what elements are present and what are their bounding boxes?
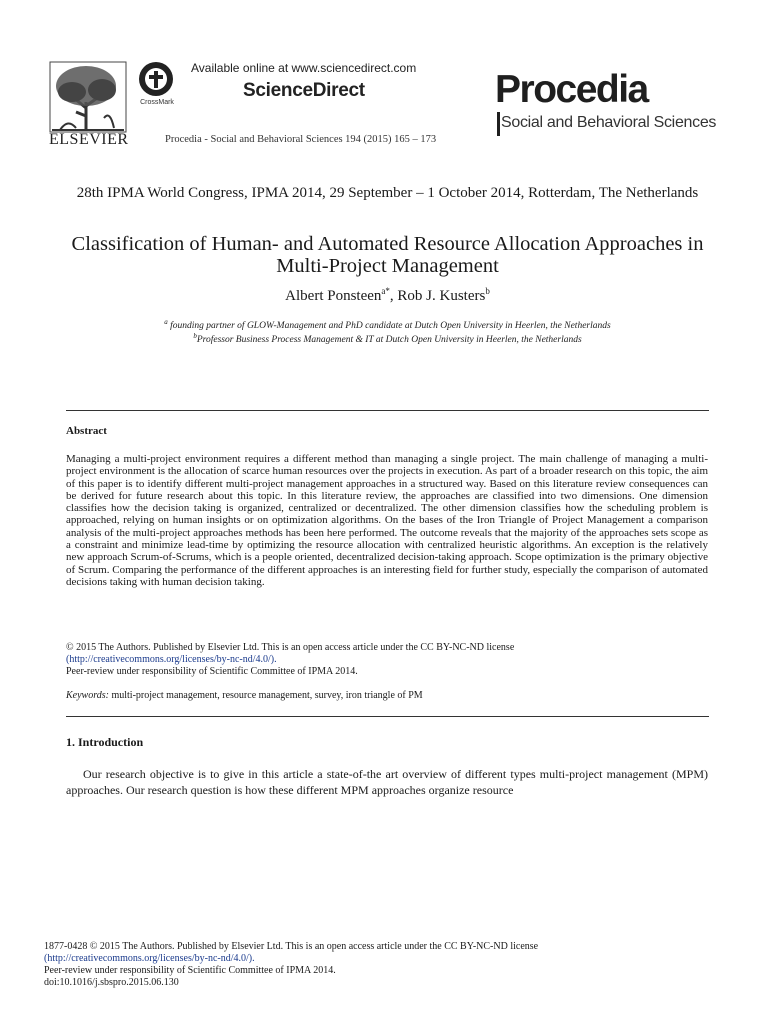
license-line: © 2015 The Authors. Published by Elsevier Ltd. This is an open access article under the CC BY-NC-ND license [66,642,515,653]
abstract-heading: Abstract [66,425,107,437]
publisher-name: ELSEVIER [49,131,129,148]
procedia-logo: Procedia [495,68,648,111]
affiliation-a-marker: a [164,318,168,326]
authors [66,286,709,305]
peer-review-line: Peer-review under responsibility of Scientific Committee of IPMA 2014. [66,666,358,677]
available-online-text: Available online at www.sciencedirect.com [191,61,417,75]
sciencedirect-logo[interactable]: ScienceDirect [243,80,365,101]
affiliation-b-marker: b [193,332,197,340]
affiliation-a [66,318,709,331]
procedia-subtitle: Social and Behavioral Sciences [501,114,717,131]
author-separator: , [389,288,398,304]
page-footer [44,941,724,989]
crossmark-icon[interactable] [137,60,175,98]
footer-doi[interactable]: doi:10.1016/j.sbspro.2015.06.130 [44,977,179,988]
license-link[interactable]: (http://creativecommons.org/licenses/by-nc-nd/4.0/). [66,654,277,665]
conference-line: 28th IPMA World Congress, IPMA 2014, 29 September – 1 October 2014, Rotterdam, The Netherlands [76,185,699,201]
affiliation-b [66,332,709,345]
intro-paragraph: Our research objective is to give in this article a state-of-the art overview of different types multi-project management (MPM) approaches. Our research question is how these different MPM approaches organize resource [66,767,708,797]
abstract-text: Managing a multi-project environment requires a different method than managing a single project. The main challenge of managing a multi-project environment is the allocation of scarce human resources over the projects in execution. As part of a broader research on this topic, the aim of this paper is to identify different multi-project management approaches in a structured way. Based on this literature review consequences can be derived for future research about this topic. In this literature review, the approaches are classified into two dimensions. One dimension classifies how the decision taking is organized, centralized or decentralized. The other dimension classifies how the scheduling problem is approached, relying on human insights or on optimization algorithms. On the bases of the Iron Triangle of Project Management a comparison analysis of the multi-project approaches methods has been here performed. The outcome reveals that the majority of the approaches sets scope as a constraint and minimize lead-time by optimizing the resource allocation with centralized heuristic algorithms. An exception is the relatively new approach Scrum-of-Scrums, which is a people oriented, decentralized decision-taking approach. Scope optimization is the primary objective of Scrum. Comparing the performance of the different approaches is an interesting field for further study, especially the comparison of automated decisions taking with human decision taking. [66,453,708,588]
author-2-marker: b [485,286,490,296]
procedia-divider [497,112,500,136]
footer-license-link[interactable]: (http://creativecommons.org/licenses/by-nc-nd/4.0/). [44,953,255,964]
keywords-line [66,690,423,701]
keywords-list: multi-project management, resource management, survey, iron triangle of PM [108,690,423,701]
footer-license: 1877-0428 © 2015 The Authors. Published by Elsevier Ltd. This is an open access article under the CC BY-NC-ND license [44,941,539,952]
license-block [66,642,708,678]
crossmark-label: CrossMark [140,99,174,106]
abstract-bottom-rule [66,716,709,717]
section-heading: 1. Introduction [66,735,144,749]
author-1: Albert Ponsteen [285,288,382,304]
paper-title: Classification of Human- and Automated Resource Allocation Approaches in Multi-Project Management [71,233,704,277]
keywords-label: Keywords: [66,690,109,701]
author-1-marker: a* [381,286,390,296]
footer-peer-review: Peer-review under responsibility of Scientific Committee of IPMA 2014. [44,965,336,976]
journal-reference: Procedia - Social and Behavioral Sciences 194 (2015) 165 – 173 [165,134,437,145]
abstract-top-rule [66,410,709,411]
author-2: Rob J. Kusters [397,288,486,304]
affiliation-b-text: Professor Business Process Management & IT at Dutch Open University in Heerlen, the Netherlands [196,335,582,346]
affiliation-a-text: founding partner of GLOW-Management and PhD candidate at Dutch Open University in Heerlen, the Netherlands [167,321,611,332]
